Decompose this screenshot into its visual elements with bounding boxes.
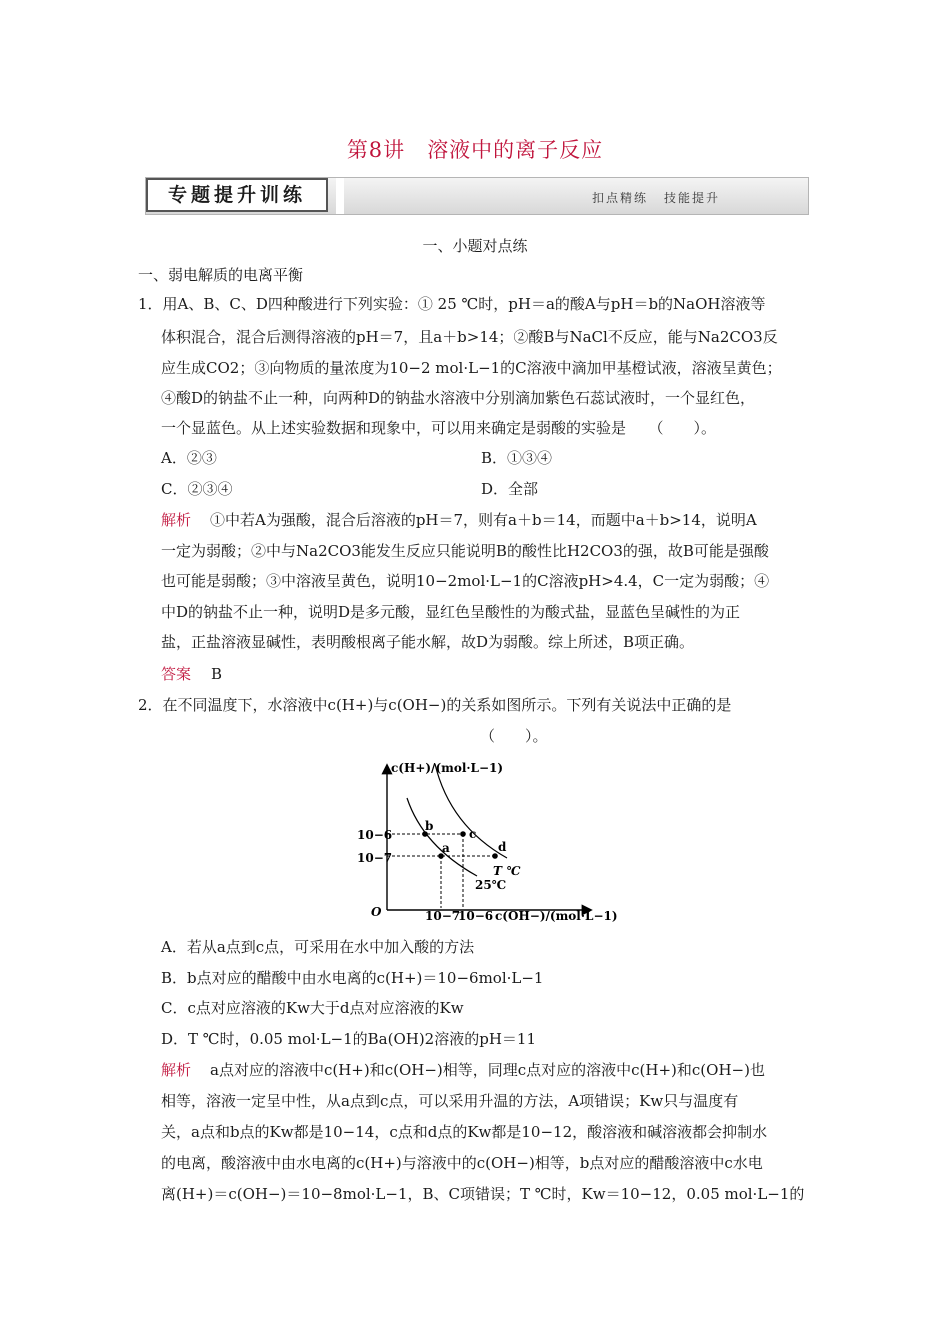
- q1-analysis-line: 盐，正盐溶液显碱性，表明酸根离子能水解，故D为弱酸。综上所述，B项正确。: [161, 633, 695, 651]
- q1-analysis-line: ①中若A为强酸，混合后溶液的pH＝7，则有a＋b＝14，而题中a＋b>14，说明A: [210, 511, 757, 529]
- q1-option-b: B．①③④: [481, 449, 553, 467]
- q2-option-c: C．c点对应溶液的Kw大于d点对应溶液的Kw: [161, 999, 464, 1017]
- curve-label-t: T ℃: [493, 864, 521, 878]
- origin-label: O: [371, 905, 382, 919]
- section-banner: [145, 177, 809, 215]
- q1-line: 一个显蓝色。从上述实验数据和现象中，可以用来确定是弱酸的实验是 （ ）。: [161, 419, 717, 437]
- q1-analysis-label: 解析: [161, 511, 192, 529]
- point-label: b: [425, 819, 434, 833]
- y-tick-label: 10−7: [357, 851, 393, 865]
- q1-option-d: D．全部: [481, 480, 539, 498]
- banner-divider: [336, 178, 344, 214]
- q2-analysis-line: 关，a点和b点的Kw都是10−14，c点和d点的Kw都是10−12，酸溶液和碱溶液都会抑制水: [161, 1123, 768, 1141]
- x-tick-label: 10−7: [425, 909, 461, 923]
- q2-analysis-line: a点对应的溶液中c(H+)和c(OH−)相等，同理c点对应的溶液中c(H+)和c(OH−)也: [210, 1061, 765, 1079]
- section-heading: 一、小题对点练: [422, 237, 528, 255]
- q1-analysis-line: 也可能是弱酸；③中溶液呈黄色，说明10−2mol·L−1的C溶液pH>4.4，C一定为弱酸；④: [161, 572, 770, 590]
- page-title: 第8讲 溶液中的离子反应: [346, 138, 604, 162]
- banner-title: 专题提升训练: [146, 178, 328, 212]
- q1-line: 1．用A、B、C、D四种酸进行下列实验：① 25 ℃时，pH＝a的酸A与pH＝b的NaOH溶液等: [138, 295, 766, 313]
- q1-analysis-line: 一定为弱酸；②中与Na2CO3能发生反应只能说明B的酸性比H2CO3的强，故B可能是强酸: [161, 542, 769, 560]
- q1-line: ④酸D的钠盐不止一种，向两种D的钠盐水溶液中分别滴加紫色石蕊试液时，一个显红色，: [161, 389, 756, 407]
- point-c: [460, 831, 466, 837]
- q1-line: 应生成CO2；③向物质的量浓度为10−2 mol·L−1的C溶液中滴加甲基橙试液，溶液呈黄色；: [161, 359, 782, 377]
- point-label: c: [469, 827, 477, 841]
- banner-tagline: 扣点精练 技能提升: [591, 191, 720, 205]
- point-label: a: [442, 841, 450, 855]
- q1-answer-label: 答案: [161, 665, 192, 683]
- q1-answer: B: [211, 665, 223, 683]
- water-ionization-graph: [345, 758, 645, 928]
- q2-stem: 2．在不同温度下，水溶液中c(H+)与c(OH−)的关系如图所示。下列有关说法中正确的是: [138, 696, 732, 714]
- sub-heading: 一、弱电解质的电离平衡: [138, 266, 304, 284]
- q2-analysis-label: 解析: [161, 1061, 192, 1079]
- q1-analysis-line: 中D的钠盐不止一种，说明D是多元酸，显红色呈酸性的为酸式盐，显蓝色呈碱性的为正: [161, 603, 741, 621]
- q2-option-b: B．b点对应的醋酸中由水电离的c(H+)＝10−6mol·L−1: [161, 969, 544, 987]
- point-d: [492, 853, 498, 859]
- q2-option-d: D．T ℃时，0.05 mol·L−1的Ba(OH)2溶液的pH＝11: [161, 1030, 537, 1048]
- q2-analysis-line: 相等，溶液一定呈中性，从a点到c点，可以采用升温的方法，A项错误；Kw只与温度有: [161, 1092, 739, 1110]
- q2-analysis-line: 的电离，酸溶液中由水电离的c(H+)与溶液中的c(OH−)相等，b点对应的醋酸溶液中c水电: [161, 1154, 763, 1172]
- x-tick-label: 10−6: [458, 909, 494, 923]
- x-axis-label: c(OH−)/(mol·L−1): [495, 909, 618, 923]
- curve-25c: [407, 798, 477, 876]
- y-axis-label: c(H+)/(mol·L−1): [391, 761, 504, 775]
- point-label: d: [498, 840, 507, 854]
- q2-analysis-line: 离(H+)＝c(OH−)＝10−8mol·L−1，B、C项错误；T ℃时，Kw＝10−12，0.05 mol·L−1的: [161, 1185, 805, 1203]
- q2-option-a: A．若从a点到c点，可采用在水中加入酸的方法: [161, 938, 475, 956]
- curve-label-25: 25℃: [475, 878, 507, 892]
- q1-line: 体积混合，混合后测得溶液的pH＝7，且a＋b>14；②酸B与NaCl不反应，能与Na2CO3反: [161, 328, 778, 346]
- q1-option-c: C．②③④: [161, 480, 233, 498]
- q1-option-a: A．②③: [161, 449, 217, 467]
- y-tick-label: 10−6: [357, 828, 393, 842]
- q2-paren: （ ）。: [480, 727, 548, 745]
